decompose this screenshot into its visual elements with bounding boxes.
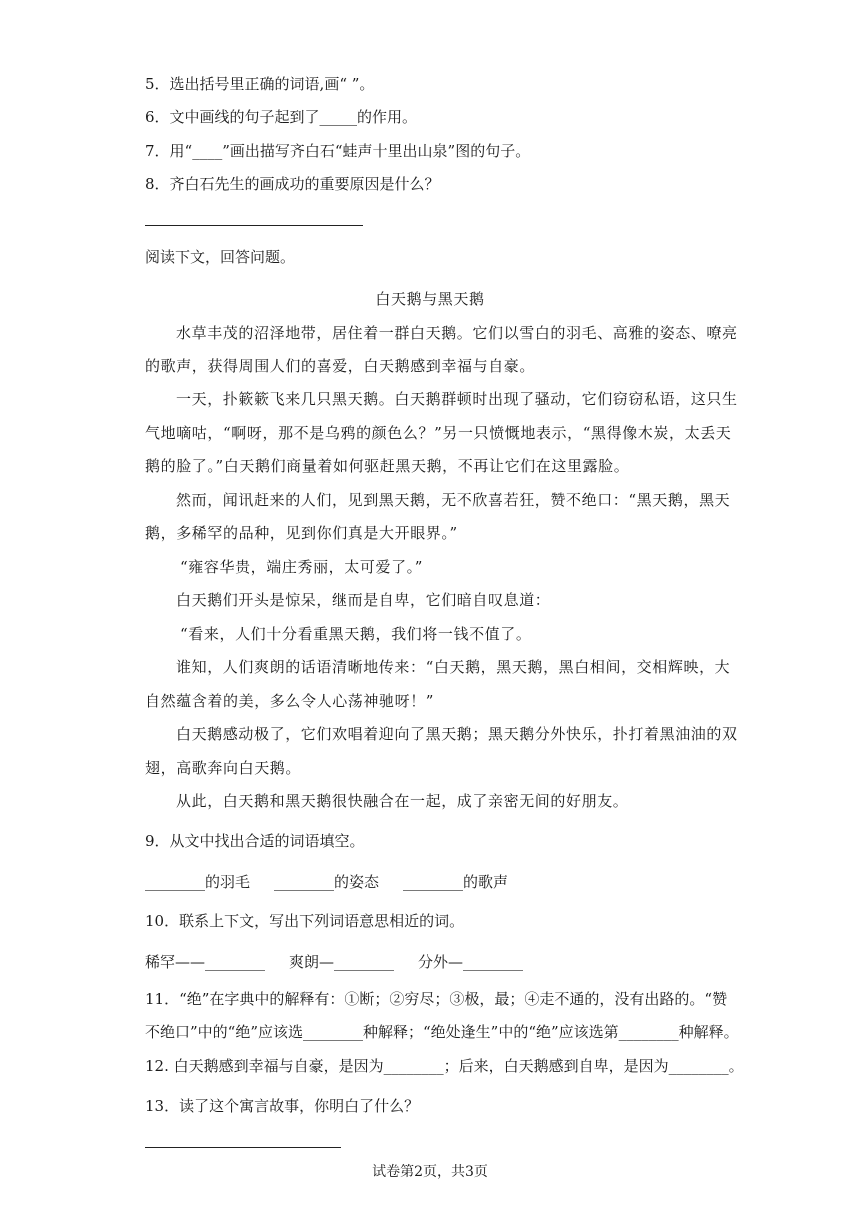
blank-posture: ________的姿态 xyxy=(274,873,380,891)
question-7: 7．用“____”画出描写齐白石“蛙声十里出山泉”图的句子。 xyxy=(145,142,531,160)
question-13: 13．读了这个寓言故事，你明白了什么？ xyxy=(145,1097,420,1115)
story-line: 自然蕴含着的美，多么令人心荡神驰呀！” xyxy=(145,692,435,710)
story-line: 白天鹅感动极了，它们欢唱着迎向了黑天鹅；黑天鹅分外快乐，扑打着黑油油的双 xyxy=(176,725,738,743)
answer-line-q8 xyxy=(145,225,363,226)
story-line: 气地嘀咕，“啊呀，那不是乌鸦的颜色么？”另一只愤慨地表示，“黑得像木炭，太丢天 xyxy=(145,424,732,442)
story-line: 然而，闻讯赶来的人们，见到黑天鹅，无不欣喜若狂，赞不绝口：“黑天鹅，黑天 xyxy=(176,491,731,509)
story-line: 一天，扑簌簌飞来几只黑天鹅。白天鹅群顿时出现了骚动，它们窃窃私语，这只生 xyxy=(176,390,738,408)
question-5: 5．选出括号里正确的词语,画“ ”。 xyxy=(145,75,375,93)
question-9-blanks xyxy=(145,872,508,892)
story-line: 白天鹅们开头是惊呆，继而是自卑，它们暗自叹息道： xyxy=(176,591,551,609)
question-9: 9．从文中找出合适的词语填空。 xyxy=(145,832,365,850)
reading-instruction: 阅读下文，回答问题。 xyxy=(145,248,296,266)
item-shuanglang: 爽朗—________ xyxy=(289,953,395,971)
page-footer: 试卷第2页，共3页 xyxy=(372,1164,488,1180)
story-line: 翅，高歌奔向白天鹅。 xyxy=(145,759,302,777)
story-title: 白天鹅与黑天鹅 xyxy=(375,290,485,308)
item-xihan: 稀罕——________ xyxy=(145,953,266,971)
question-12: 12. 白天鹅感到幸福与自豪，是因为________；后来，白天鹅感到自卑，是因为________。 xyxy=(145,1057,744,1075)
story-line: 谁知，人们爽朗的话语清晰地传来：“白天鹅，黑天鹅，黑白相间，交相辉映，大 xyxy=(176,658,731,676)
question-8: 8．齐白石先生的画成功的重要原因是什么？ xyxy=(145,175,440,193)
story-line: “看来，人们十分看重黑天鹅，我们将一钱不值了。 xyxy=(180,625,532,643)
question-11-line2: 不绝口”中的“绝”应该选________种解释；“绝处逢生”中的“绝”应该选第________种解释。 xyxy=(145,1023,739,1041)
question-10-items xyxy=(145,952,523,972)
story-line: 的歌声，获得周围人们的喜爱，白天鹅感到幸福与自豪。 xyxy=(145,357,536,375)
story-line: 从此，白天鹅和黑天鹅很快融合在一起，成了亲密无间的好朋友。 xyxy=(176,792,629,810)
story-line: 鹅，多稀罕的品种，见到你们真是大开眼界。” xyxy=(145,524,458,542)
item-fenwai: 分外—________ xyxy=(418,953,524,971)
blank-feathers: ________的羽毛 xyxy=(145,873,251,891)
answer-line-q13 xyxy=(145,1147,341,1148)
question-11-line1: 11．“绝”在字典中的解释有：①断；②穷尽；③极，最；④走不通的，没有出路的。“赞 xyxy=(145,990,728,1008)
story-line: “雍容华贵，端庄秀丽，太可爱了。” xyxy=(180,558,424,576)
question-6: 6．文中画线的句子起到了_____的作用。 xyxy=(145,108,418,126)
story-line: 水草丰茂的沼泽地带，居住着一群白天鹅。它们以雪白的羽毛、高雅的姿态、嘹亮 xyxy=(176,324,738,342)
blank-song: ________的歌声 xyxy=(403,873,509,891)
question-10: 10．联系上下文，写出下列词语意思相近的词。 xyxy=(145,912,465,930)
story-line: 鹅的脸了。”白天鹅们商量着如何驱赶黑天鹅，不再让它们在这里露脸。 xyxy=(145,457,630,475)
